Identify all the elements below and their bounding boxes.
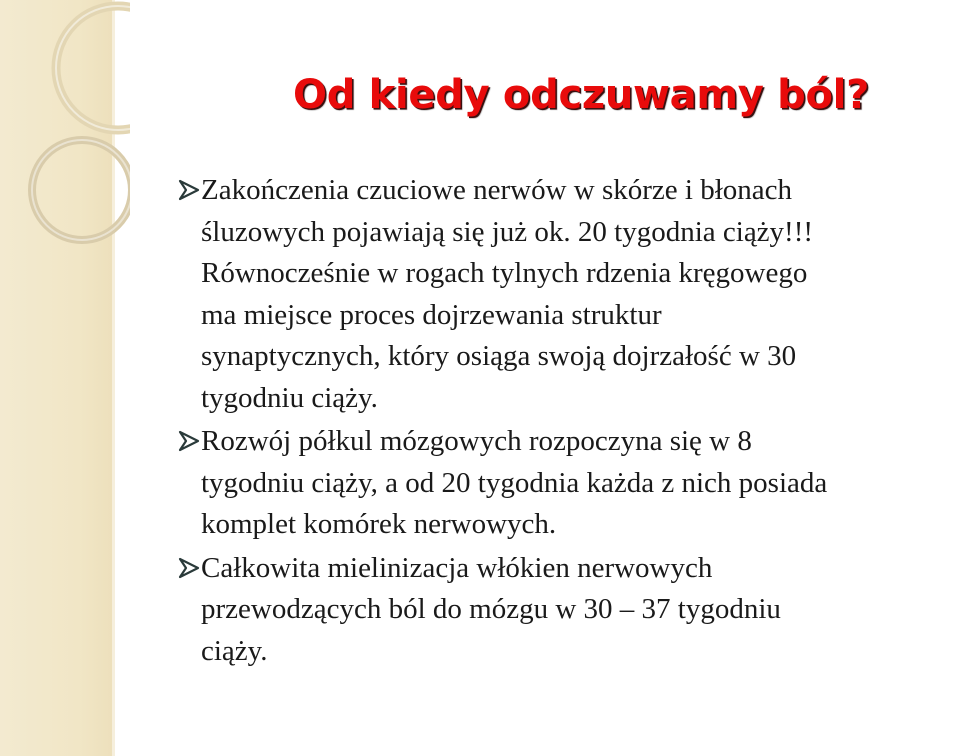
decorative-rings — [0, 0, 130, 300]
bullet-paragraph-1 — [177, 170, 960, 419]
bullet-3-line-3: ciąży. — [201, 634, 268, 667]
bullet-1-line-4: ma miejsce proces dojrzewania struktur — [201, 298, 662, 331]
bullet-3-line-2: przewodzących ból do mózgu w 30 – 37 tygodniu — [201, 593, 781, 625]
bullet-2-line-2: tygodniu ciąży, a od 20 tygodnia każda z nich posiada — [201, 466, 828, 499]
slide-body — [177, 170, 960, 672]
bullet-1-line-2: śluzowych pojawiają się już ok. 20 tygodnia ciąży!!! — [201, 215, 814, 248]
bullet-1-line-6: tygodniu ciąży. — [201, 381, 378, 414]
arrowhead-bullet-icon — [177, 429, 201, 453]
arrowhead-bullet-icon — [177, 178, 201, 202]
slide-title: Od kiedy odczuwamy ból? — [293, 72, 869, 118]
bullet-paragraph-2 — [177, 421, 960, 546]
bullet-1-line-3: Równocześnie w rogach tylnych rdzenia kręgowego — [201, 257, 808, 289]
bullet-2-line-1: Rozwój półkul mózgowych rozpoczyna się w 8 — [201, 425, 752, 457]
bullet-1-line-1: Zakończenia czuciowe nerwów w skórze i błonach — [201, 174, 793, 206]
decorative-ring-large — [56, 6, 130, 130]
arrowhead-bullet-icon — [177, 556, 201, 580]
bullet-3-line-1: Całkowita mielinizacja włókien nerwowych — [201, 551, 713, 584]
bullet-2-line-3: komplet komórek nerwowych. — [201, 508, 557, 540]
bullet-paragraph-3 — [177, 548, 960, 673]
decorative-ring-large-highlight — [56, 6, 130, 130]
bullet-1-line-5: synaptycznych, który osiąga swoją dojrzałość w 30 — [201, 340, 797, 372]
